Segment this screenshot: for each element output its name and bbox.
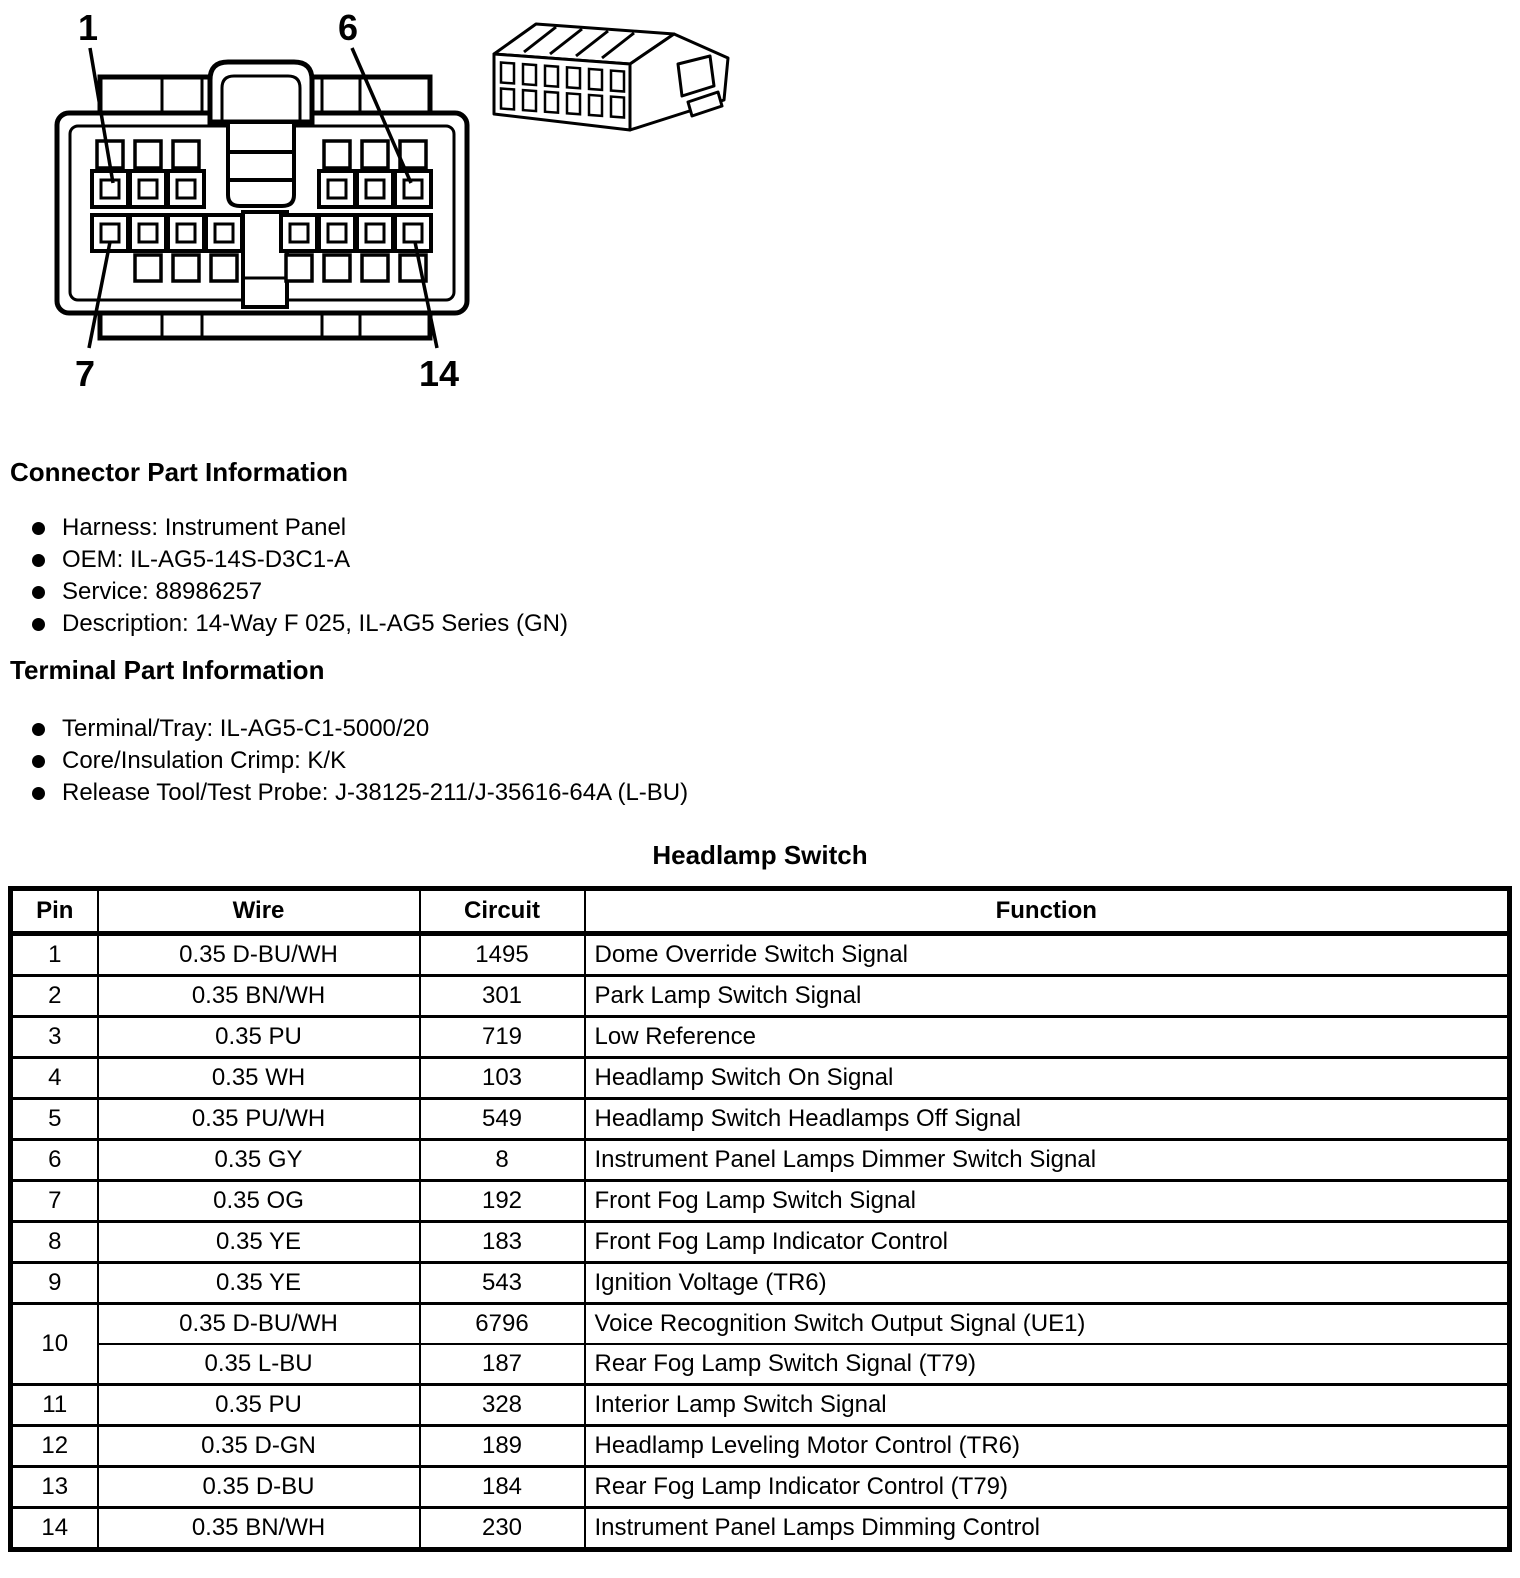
pin-cell: 8 (11, 1222, 98, 1263)
table-row (11, 1263, 1510, 1304)
function-cell: Headlamp Switch Headlamps Off Signal (585, 1099, 1510, 1140)
wire-cell: 0.35 PU (98, 1017, 420, 1058)
wire-cell: 0.35 L-BU (98, 1344, 420, 1385)
pin-cell: 5 (11, 1099, 98, 1140)
list-item-harness: Harness: Instrument Panel (10, 512, 568, 544)
table-row (11, 1181, 1510, 1222)
header-wire: Wire (98, 889, 420, 934)
function-cell: Park Lamp Switch Signal (585, 976, 1510, 1017)
table-row (11, 1426, 1510, 1467)
list-item-description: Description: 14-Way F 025, IL-AG5 Series (GN) (10, 608, 568, 640)
table-row-pin10-a (11, 1304, 1510, 1345)
wire-cell: 0.35 YE (98, 1263, 420, 1304)
table-row (11, 1467, 1510, 1508)
function-cell: Headlamp Leveling Motor Control (TR6) (585, 1426, 1510, 1467)
table-row-pin10-b (11, 1344, 1510, 1385)
function-cell: Headlamp Switch On Signal (585, 1058, 1510, 1099)
function-cell: Interior Lamp Switch Signal (585, 1385, 1510, 1426)
pin-cell: 11 (11, 1385, 98, 1426)
list-item-oem: OEM: IL-AG5-14S-D3C1-A (10, 544, 568, 576)
wire-cell: 0.35 PU (98, 1385, 420, 1426)
function-cell: Dome Override Switch Signal (585, 934, 1510, 976)
list-item-crimp: Core/Insulation Crimp: K/K (10, 745, 688, 777)
wire-cell: 0.35 D-BU (98, 1467, 420, 1508)
circuit-cell: 189 (420, 1426, 585, 1467)
wire-cell: 0.35 PU/WH (98, 1099, 420, 1140)
table-row (11, 1140, 1510, 1181)
header-pin: Pin (11, 889, 98, 934)
wire-cell: 0.35 WH (98, 1058, 420, 1099)
header-function: Function (585, 889, 1510, 934)
wire-cell: 0.35 D-GN (98, 1426, 420, 1467)
wire-cell: 0.35 GY (98, 1140, 420, 1181)
pin-cell: 12 (11, 1426, 98, 1467)
function-cell: Ignition Voltage (TR6) (585, 1263, 1510, 1304)
pin-7-label: 7 (74, 353, 96, 394)
terminal-part-info-list (10, 713, 688, 809)
list-item-terminal-tray: Terminal/Tray: IL-AG5-C1-5000/20 (10, 713, 688, 745)
circuit-cell: 187 (420, 1344, 585, 1385)
pin-cell: 3 (11, 1017, 98, 1058)
pin-cell: 13 (11, 1467, 98, 1508)
pin-6-label: 6 (337, 7, 359, 48)
function-cell: Rear Fog Lamp Switch Signal (T79) (585, 1344, 1510, 1385)
table-row (11, 1222, 1510, 1263)
latch-channel (228, 122, 294, 206)
pin-cell: 10 (11, 1304, 98, 1385)
circuit-cell: 719 (420, 1017, 585, 1058)
connector-part-info-heading: Connector Part Information (10, 457, 349, 487)
header-row (11, 889, 1510, 934)
pin-cell: 1 (11, 934, 98, 976)
pin-1-label: 1 (77, 7, 99, 48)
table-row (11, 1099, 1510, 1140)
table-row (11, 934, 1510, 976)
wire-cell: 0.35 OG (98, 1181, 420, 1222)
table-row (11, 1017, 1510, 1058)
pinout-table (8, 886, 1512, 1552)
wire-cell: 0.35 BN/WH (98, 1508, 420, 1550)
table-row (11, 976, 1510, 1017)
table-row (11, 1508, 1510, 1550)
pin-cell: 6 (11, 1140, 98, 1181)
wire-cell: 0.35 D-BU/WH (98, 934, 420, 976)
connector-part-info-list (10, 512, 568, 640)
function-cell: Front Fog Lamp Indicator Control (585, 1222, 1510, 1263)
pin-cell: 7 (11, 1181, 98, 1222)
circuit-cell: 6796 (420, 1304, 585, 1345)
table-row (11, 1058, 1510, 1099)
circuit-cell: 192 (420, 1181, 585, 1222)
circuit-cell: 543 (420, 1263, 585, 1304)
function-cell: Instrument Panel Lamps Dimming Control (585, 1508, 1510, 1550)
circuit-cell: 103 (420, 1058, 585, 1099)
header-circuit: Circuit (420, 889, 585, 934)
function-cell: Voice Recognition Switch Output Signal (UE1) (585, 1304, 1510, 1345)
list-item-release-tool: Release Tool/Test Probe: J-38125-211/J-35616-64A (L-BU) (10, 777, 688, 809)
function-cell: Instrument Panel Lamps Dimmer Switch Signal (585, 1140, 1510, 1181)
pin-cell: 9 (11, 1263, 98, 1304)
terminal-part-info-heading: Terminal Part Information (10, 655, 325, 685)
circuit-cell: 328 (420, 1385, 585, 1426)
connector-3d-icon (478, 2, 744, 140)
wire-cell: 0.35 BN/WH (98, 976, 420, 1017)
list-item-service: Service: 88986257 (10, 576, 568, 608)
circuit-cell: 183 (420, 1222, 585, 1263)
circuit-cell: 1495 (420, 934, 585, 976)
function-cell: Low Reference (585, 1017, 1510, 1058)
pin-14-label: 14 (418, 353, 460, 394)
connector-face-diagram (0, 0, 470, 400)
function-cell: Front Fog Lamp Switch Signal (585, 1181, 1510, 1222)
circuit-cell: 230 (420, 1508, 585, 1550)
pin-cell: 2 (11, 976, 98, 1017)
pin-cell: 14 (11, 1508, 98, 1550)
pin-cell: 4 (11, 1058, 98, 1099)
circuit-cell: 549 (420, 1099, 585, 1140)
table-title: Headlamp Switch (652, 840, 868, 870)
wire-cell: 0.35 D-BU/WH (98, 1304, 420, 1345)
circuit-cell: 301 (420, 976, 585, 1017)
table-row (11, 1385, 1510, 1426)
latch-tab (210, 62, 312, 122)
circuit-cell: 8 (420, 1140, 585, 1181)
function-cell: Rear Fog Lamp Indicator Control (T79) (585, 1467, 1510, 1508)
circuit-cell: 184 (420, 1467, 585, 1508)
wire-cell: 0.35 YE (98, 1222, 420, 1263)
